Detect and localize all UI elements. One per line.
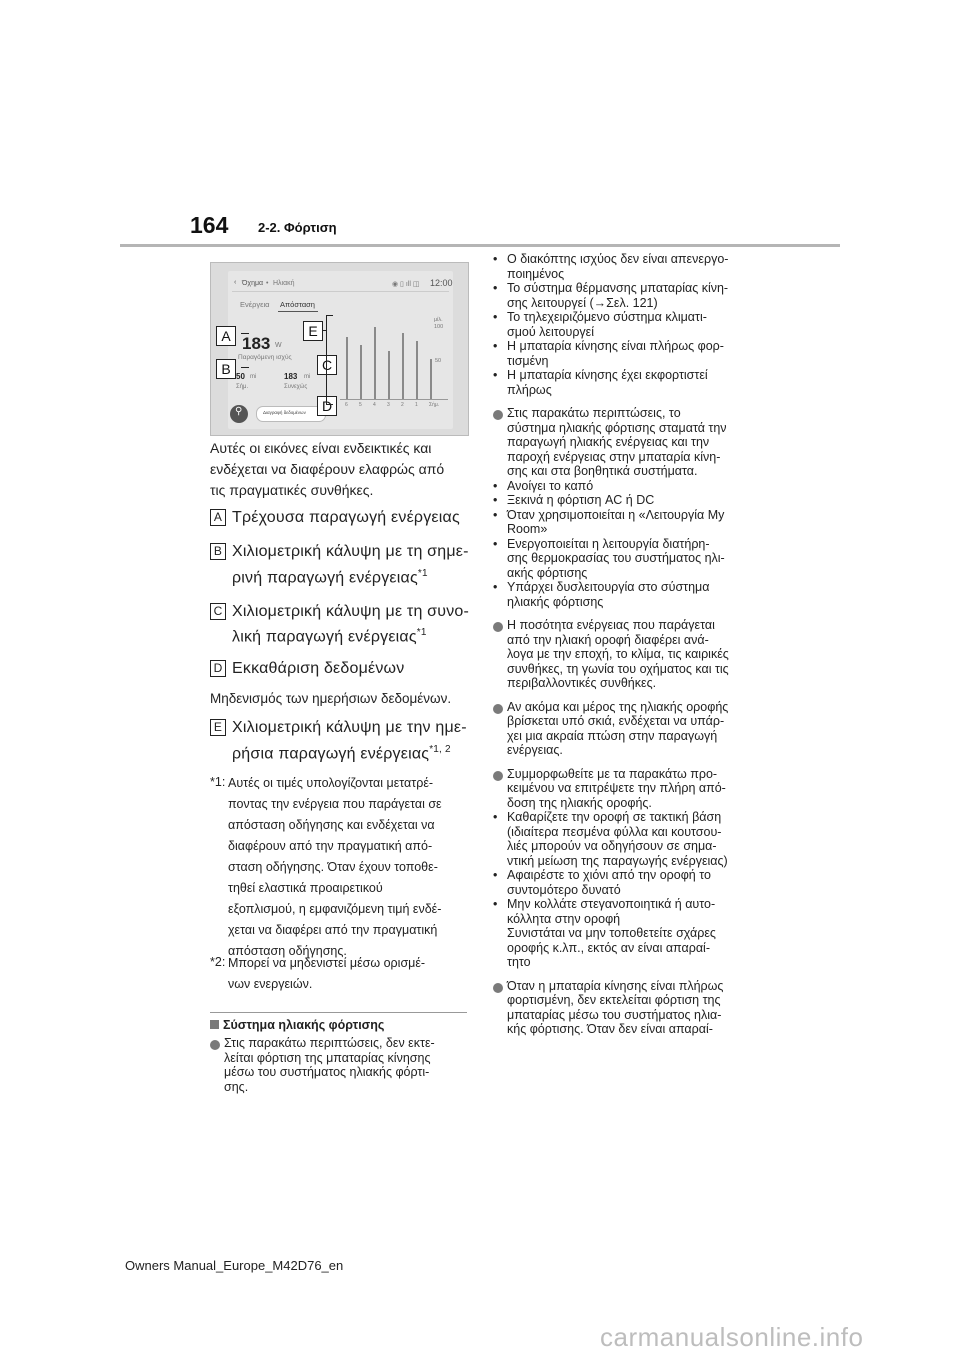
leader-e	[322, 330, 327, 331]
callout-e: E	[303, 321, 323, 341]
list-item: τισμένη	[507, 353, 549, 368]
list-item: Room»	[507, 522, 548, 536]
legend-text: Χιλιομετρική κάλυψη με τη σημε-	[232, 543, 469, 560]
list-item: Αφαιρέστε το χιόνι από την οροφή το	[507, 868, 711, 882]
list-item: ντική μείωση της παραγωγής ενέργειας)	[507, 853, 728, 868]
list-item: Όταν χρησιμοποιείται η «Λειτουργία My	[507, 507, 725, 522]
list-item: (ιδιαίτερα πεσμένα φύλλα και κουτσου-	[507, 824, 722, 839]
text-line: λογα με την εποχή, το κλίμα, τις καιρικές	[507, 647, 729, 661]
footnote-line: νων ενεργειών.	[228, 977, 313, 991]
bullet-circle	[493, 983, 503, 993]
screen-display	[228, 271, 453, 429]
text-line: Η ποσότητα ενέργειας που παράγεται	[507, 618, 715, 632]
bullet-dot: •	[493, 868, 498, 882]
list-item: σμού λειτουργεί	[507, 324, 595, 339]
section-divider	[210, 1012, 467, 1013]
x-tick-label: 2	[401, 402, 404, 408]
list-item: σης λειτουργεί (→Σελ. 121)	[507, 295, 658, 310]
footnote-2	[228, 953, 473, 995]
footnote-line: Αυτές οι τιμές υπολογίζονται μετατρέ-	[228, 776, 434, 790]
text-line: χει μια ακραία πτώση στην παραγωγή	[507, 728, 718, 743]
chart-bar	[346, 337, 348, 399]
caption-line: τις πραγματικές συνθήκες.	[210, 482, 374, 498]
current-power-unit: W	[275, 342, 282, 349]
list-item: τητο	[507, 955, 531, 969]
text-line: από την ηλιακή οροφή διαφέρει ανά-	[507, 632, 709, 647]
legend-item-a	[210, 509, 460, 527]
current-power-value: 183	[242, 334, 271, 353]
bullet-dot: •	[493, 536, 498, 551]
list-item: ποιημένος	[507, 266, 565, 281]
bullet-circle	[493, 410, 503, 420]
chart-bar	[402, 333, 404, 399]
text-line: περιβαλλοντικές συνθήκες.	[507, 676, 657, 690]
list-item: Το σύστημα θέρμανσης μπαταρίας κίνη-	[507, 281, 729, 295]
text-line: παραγωγή ηλιακής ενέργειας και την	[507, 435, 710, 449]
today-label: Σήμ.	[236, 384, 249, 390]
solar-paragraph	[224, 1036, 435, 1094]
callout-a: A	[216, 326, 236, 346]
footnote-line: σταση οδήγησης. Όταν έχουν τοποθε-	[228, 860, 438, 874]
list-item: λιές μπορούν να οδηγήσουν σε σημα-	[507, 839, 717, 853]
footnote-line: τηθεί ελαστικά προαιρετικού	[228, 881, 383, 895]
chart-bar	[374, 327, 376, 399]
bullet-dot: •	[493, 310, 498, 324]
bullet-dot: •	[493, 252, 498, 266]
legend-letter: A	[210, 509, 226, 526]
caption-line: Αυτές οι εικόνες είναι ενδεικτικές και	[210, 440, 432, 456]
total-label: Συνεχώς	[284, 384, 308, 390]
text-line: συνθήκες, τη γωνία του οχήματος και τις	[507, 661, 729, 676]
text-line: βρίσκεται υπό σκιά, ενδέχεται να υπάρ-	[507, 714, 725, 728]
callout-b: B	[216, 359, 236, 379]
list-item: Το τηλεχειριζόμενο σύστημα κλιματι-	[507, 310, 707, 324]
footnote-line: Μπορεί να μηδενιστεί μέσω ορισμέ-	[228, 956, 426, 970]
bullet-dot: •	[493, 897, 498, 911]
tab-distance: Απόσταση	[280, 300, 315, 309]
footnote-line: ποντας την ενέργεια που παράγεται σε	[228, 797, 442, 811]
x-tick-label: 3	[387, 402, 390, 408]
manual-footer: Owners Manual_Europe_M42D76_en	[125, 1258, 344, 1273]
bullet-circle	[493, 771, 503, 781]
legend-text: Χιλιομετρική κάλυψη με τη συνο-	[232, 603, 470, 620]
footnote-line: διαφέρουν από την πραγματική από-	[228, 839, 433, 853]
today-unit: mi	[250, 374, 257, 380]
bullet-circle	[210, 1040, 220, 1050]
list-item: πλήρως	[507, 382, 552, 397]
chart-bar	[430, 359, 432, 399]
back-chevron-icon: ‹	[234, 279, 237, 286]
screen-breadcrumb: Ηλιακή	[273, 280, 295, 287]
x-tick-label: Σήμ.	[429, 402, 440, 408]
x-tick-label: 6	[345, 402, 348, 408]
text-line: ενέργειας.	[507, 743, 563, 757]
leader-a	[241, 333, 249, 334]
text-line: δοση της ηλιακής οροφής.	[507, 795, 652, 810]
search-icon[interactable]: ⚲	[230, 405, 248, 423]
clear-data-label: Διαγραφή δεδομένων	[263, 410, 306, 415]
legend-text: Χιλιομετρική κάλυψη με την ημε-	[232, 719, 467, 736]
tab-energy: Ενέργεια	[240, 300, 270, 309]
status-icons: ◉ ▯ ıll ◫	[392, 281, 420, 288]
bullet-dot: •	[493, 368, 498, 382]
bullet-dot: •	[493, 580, 498, 594]
callout-d: D	[317, 396, 337, 416]
legend-d-description: Μηδενισμός των ημερήσιων δεδομένων.	[210, 691, 452, 706]
list-item: Η μπαταρία κίνησης έχει εκφορτιστεί	[507, 368, 708, 382]
bullet-circle	[493, 622, 503, 632]
chart-bar	[360, 345, 362, 399]
footnote-ref: *1	[417, 568, 428, 579]
active-tab-underline	[278, 311, 318, 312]
text-line: κής φόρτισης. Όταν δεν είναι απαραί-	[507, 1022, 713, 1036]
list-item: Ανοίγει το καπό	[507, 478, 594, 493]
leader-b	[241, 367, 249, 368]
list-item: ακής φόρτισης	[507, 565, 588, 580]
bullet-dot: •	[493, 478, 498, 493]
list-item: Μην κολλάτε στεγανοποιητικά ή αυτο-	[507, 897, 716, 911]
legend-text: ρήσια παραγωγή ενέργειας	[232, 745, 430, 763]
bullet-circle	[493, 704, 503, 714]
watermark: carmanualsonline.info	[600, 1322, 864, 1352]
list-item: οροφής κ.λπ., εκτός αν είναι απαραί-	[507, 940, 710, 955]
screen-header-divider	[232, 291, 449, 292]
x-tick-label: 4	[373, 402, 376, 408]
footnote-line: χεται να διαφέρει από την πραγματική	[228, 923, 438, 937]
list-item: Καθαρίζετε την οροφή σε τακτική βάση	[507, 810, 722, 824]
total-value: 183	[284, 372, 298, 381]
text-line: Συμμορφωθείτε με τα παρακάτω προ-	[507, 766, 718, 781]
bullet-dot: •	[493, 281, 498, 295]
clear-data-button[interactable]	[256, 406, 326, 422]
page-number: 164	[190, 212, 229, 238]
screen-back-label: Όχημα	[242, 280, 264, 287]
bracket-e	[326, 315, 333, 405]
legend-text: ρινή παραγωγή ενέργειας	[232, 569, 418, 587]
list-item: Ο διακόπτης ισχύος δεν είναι απενεργο-	[507, 252, 729, 266]
footnote-1	[228, 773, 473, 962]
legend-item-b	[210, 543, 469, 561]
footnote-2-mark: *2:	[210, 955, 226, 969]
list-item: Ξεκινά η φόρτιση AC ή DC	[507, 493, 655, 507]
footnote-line: απόσταση οδήγησης.	[228, 944, 347, 958]
solar-heading: Σύστημα ηλιακής φόρτισης	[210, 1018, 384, 1032]
breadcrumb-separator: •	[266, 280, 269, 287]
footnote-ref: *1, 2	[429, 744, 451, 755]
screen-clock: 12:00	[430, 278, 453, 288]
list-item: κόλλητα στην οροφή	[507, 911, 621, 926]
legend-item-c	[210, 603, 469, 621]
text-line: σης και στα βοηθητικά συστήματα.	[507, 464, 698, 478]
text-line: σύστημα ηλιακής φόρτισης σταματά την	[507, 420, 727, 435]
legend-text: Εκκαθάριση δεδομένων	[232, 660, 405, 677]
list-item: ηλιακής φόρτισης	[507, 594, 604, 609]
section-title: 2-2. Φόρτιση	[258, 220, 337, 235]
footnote-line: εξοπλισμού, η εμφανιζόμενη τιμή ενδέ-	[228, 902, 442, 916]
legend-letter: E	[210, 719, 226, 736]
list-item: σης θερμοκρασίας του συστήματος ηλι-	[507, 551, 725, 565]
chart-bar	[416, 341, 418, 399]
x-tick-label: 5	[359, 402, 362, 408]
bullet-dot: •	[493, 493, 498, 507]
list-item: Υπάρχει δυσλειτουργία στο σύστημα	[507, 580, 710, 594]
legend-letter: D	[210, 660, 226, 677]
text-line: λείται φόρτιση της μπαταρίας κίνησης	[224, 1050, 431, 1065]
x-axis	[340, 399, 448, 400]
text-line: σης.	[224, 1079, 249, 1094]
y-axis-max: 100	[434, 324, 444, 330]
solar-screen-illustration	[210, 262, 469, 436]
today-value: 50	[236, 372, 245, 381]
total-unit: mi	[304, 374, 311, 380]
list-item: Η μπαταρία κίνησης είναι πλήρως φορ-	[507, 339, 724, 353]
list-item: Ενεργοποιείται η λειτουργία διατήρη-	[507, 536, 710, 551]
legend-text: Τρέχουσα παραγωγή ενέργειας	[232, 509, 460, 526]
bullet-dot: •	[493, 507, 498, 522]
footnote-1-mark: *1:	[210, 775, 226, 789]
x-tick-label: 1	[415, 402, 418, 408]
chart-bar	[388, 351, 390, 399]
legend-item-d	[210, 660, 404, 678]
text-line: Στις παρακάτω περιπτώσεις, δεν εκτε-	[224, 1036, 435, 1050]
text-line: μπαταρίας μέσω του συστήματος ηλια-	[507, 1007, 722, 1022]
text-line: Αν ακόμα και μέρος της ηλιακής οροφής	[507, 699, 729, 714]
list-item: Συνιστάται να μην τοποθετείτε σχάρες	[507, 926, 716, 940]
legend-item-c-cont	[232, 627, 427, 646]
caption-line: ενδέχεται να διαφέρουν ελαφρώς από	[210, 461, 445, 477]
legend-text: λική παραγωγή ενέργειας	[232, 628, 417, 646]
bullet-dot: •	[493, 810, 498, 824]
list-item: συντομότερο δυνατό	[507, 882, 621, 897]
legend-item-e	[210, 719, 467, 737]
text-line: Όταν η μπαταρία κίνησης είναι πλήρως	[507, 978, 724, 993]
callout-c: C	[317, 355, 337, 375]
y-axis-unit: μίλ.	[434, 317, 443, 323]
legend-letter: C	[210, 603, 226, 620]
legend-letter: B	[210, 543, 226, 560]
legend-item-e-cont	[232, 744, 451, 763]
text-line: μέσω του συστήματος ηλιακής φόρτι-	[224, 1065, 430, 1079]
text-line: Στις παρακάτω περιπτώσεις, το	[507, 406, 681, 420]
bullet-dot: •	[493, 339, 498, 353]
text-line: κειμένου να επιτρέψετε την πλήρη από-	[507, 781, 726, 795]
text-line: φορτισμένη, δεν εκτελείται φόρτιση της	[507, 993, 721, 1007]
header-divider	[120, 244, 840, 247]
text-line: παροχή ενέργειας στην μπαταρία κίνη-	[507, 449, 721, 464]
current-power-label: Παραγόμενη ισχύς	[238, 354, 292, 361]
legend-item-b-cont	[232, 568, 428, 587]
footnote-ref: *1	[416, 627, 427, 638]
footnote-line: απόσταση οδήγησης και ενδέχεται να	[228, 818, 435, 832]
y-axis-mid: 50	[435, 358, 442, 364]
